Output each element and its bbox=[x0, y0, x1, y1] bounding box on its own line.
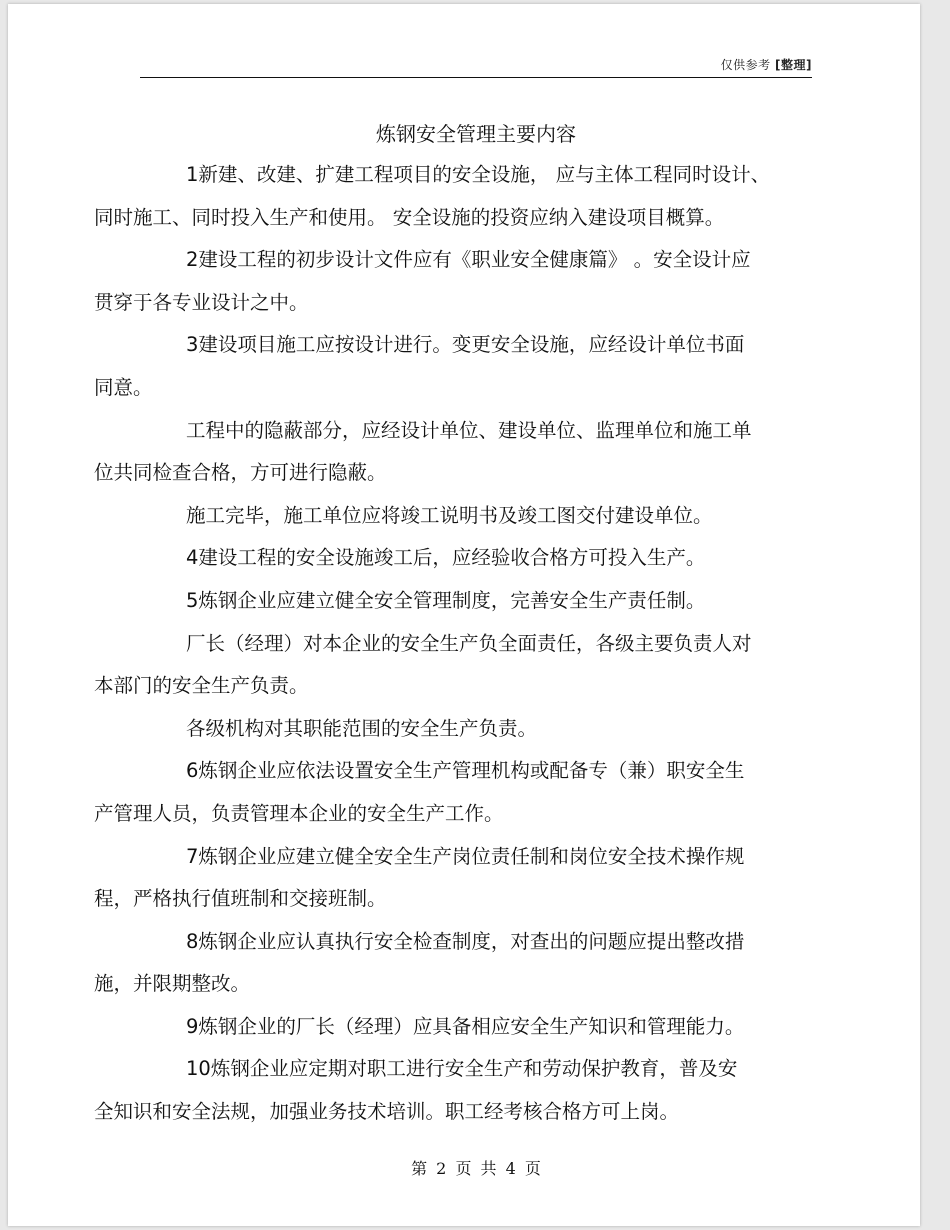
paragraph-line: 6炼钢企业应依法设置安全生产管理机构或配备专（兼）职安全生 bbox=[186, 759, 745, 783]
paragraph-line: 2建设工程的初步设计文件应有《职业安全健康篇》 。安全设计应 bbox=[186, 248, 751, 272]
paragraph bbox=[94, 836, 812, 921]
header-tag: [整理] bbox=[775, 58, 812, 72]
paragraph-line: 7炼钢企业应建立健全安全生产岗位责任制和岗位安全技术操作规 bbox=[186, 844, 745, 868]
paragraph-line: 1新建、改建、扩建工程项目的安全设施， 应与主体工程同时设计、 bbox=[186, 163, 771, 186]
paragraph bbox=[94, 154, 812, 239]
paragraph-line: 位共同检查合格，方可进行隐蔽。 bbox=[94, 461, 387, 485]
paragraph-line: 厂长（经理）对本企业的安全生产负全面责任，各级主要负责人对 bbox=[186, 631, 752, 655]
document-title: 炼钢安全管理主要内容 bbox=[376, 122, 576, 146]
paragraph-line: 全知识和安全法规，加强业务技术培训。职工经考核合格方可上岗。 bbox=[94, 1100, 680, 1124]
paragraph bbox=[94, 750, 812, 835]
paragraph bbox=[94, 324, 812, 409]
paragraph bbox=[140, 580, 812, 623]
paragraph-line: 产管理人员，负责管理本企业的安全生产工作。 bbox=[94, 801, 504, 825]
paragraph bbox=[94, 921, 812, 1006]
paragraph-line: 5炼钢企业应建立健全安全管理制度，完善安全生产责任制。 bbox=[186, 588, 706, 612]
paragraph-line: 本部门的安全生产负责。 bbox=[94, 674, 309, 698]
paragraph bbox=[94, 239, 812, 324]
paragraph bbox=[140, 537, 812, 580]
header-note: 仅供参考 bbox=[720, 58, 771, 72]
paragraph-line: 4建设工程的安全设施竣工后，应经验收合格方可投入生产。 bbox=[186, 546, 706, 570]
paragraph bbox=[140, 495, 812, 538]
paragraph-line: 3建设项目施工应按设计进行。变更安全设施，应经设计单位书面 bbox=[186, 333, 745, 357]
paragraph bbox=[94, 1048, 812, 1133]
page-number: 第 2 页 共 4 页 bbox=[411, 1159, 541, 1178]
paragraph-line: 施，并限期整改。 bbox=[94, 972, 251, 996]
paragraph-line: 10炼钢企业应定期对职工进行安全生产和劳动保护教育，普及安 bbox=[186, 1057, 738, 1081]
paragraph-line: 施工完毕，施工单位应将竣工说明书及竣工图交付建设单位。 bbox=[186, 503, 713, 527]
paragraph bbox=[94, 410, 812, 495]
paragraph-line: 贯穿于各专业设计之中。 bbox=[94, 290, 309, 314]
paragraph bbox=[140, 1006, 812, 1049]
document-body bbox=[94, 154, 812, 1134]
document-page bbox=[8, 4, 920, 1226]
paragraph-line: 8炼钢企业应认真执行安全检查制度，对查出的问题应提出整改措 bbox=[186, 929, 745, 953]
header-rule bbox=[140, 77, 812, 78]
paragraph-line: 9炼钢企业的厂长（经理）应具备相应安全生产知识和管理能力。 bbox=[186, 1014, 745, 1038]
paragraph-line: 程，严格执行值班制和交接班制。 bbox=[94, 887, 387, 911]
page-header bbox=[140, 56, 812, 76]
paragraph-line: 同时施工、同时投入生产和使用。 安全设施的投资应纳入建设项目概算。 bbox=[94, 205, 725, 229]
paragraph-line: 工程中的隐蔽部分，应经设计单位、建设单位、监理单位和施工单 bbox=[186, 418, 752, 442]
paragraph bbox=[94, 623, 812, 708]
paragraph-line: 同意。 bbox=[94, 375, 153, 399]
paragraph bbox=[140, 708, 812, 751]
paragraph-line: 各级机构对其职能范围的安全生产负责。 bbox=[186, 716, 538, 740]
